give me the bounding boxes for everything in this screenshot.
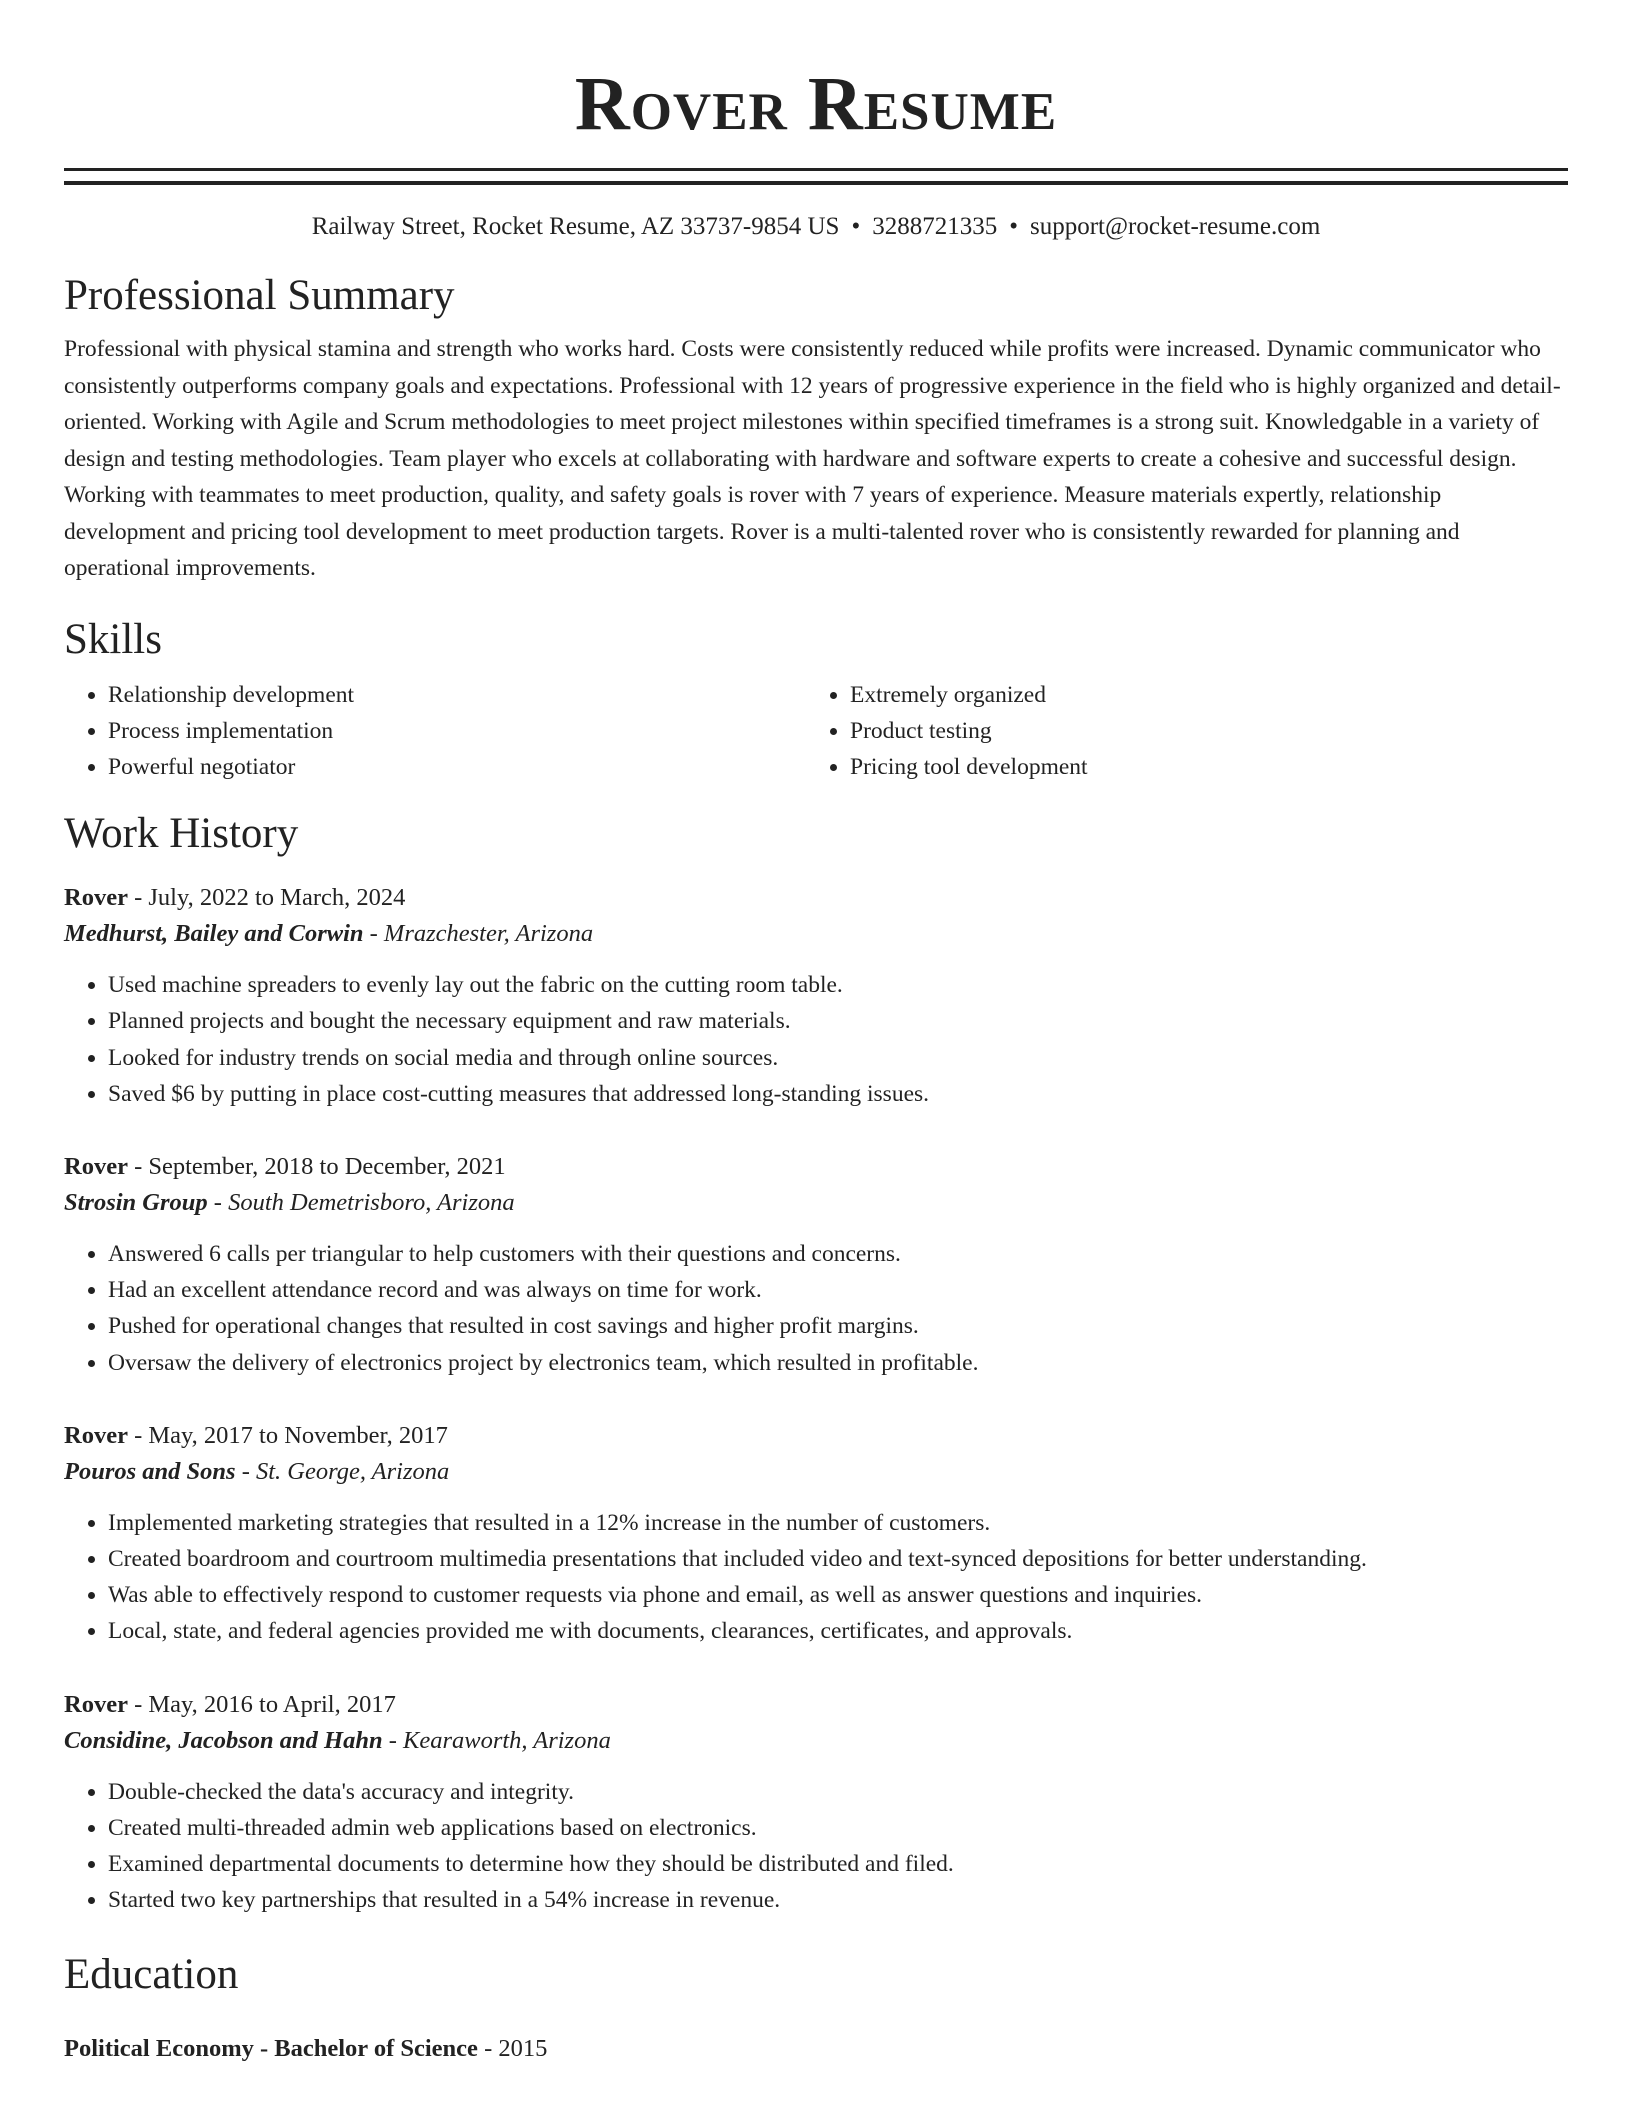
skills-column-right xyxy=(806,677,1548,786)
job-company: Medhurst, Bailey and Corwin xyxy=(64,920,364,948)
job-location: - Kearaworth, Arizona xyxy=(382,1726,611,1754)
job-bullet: • Created boardroom and courtroom multimedia presentations that included video and text-synced depositions for better understanding. xyxy=(108,1541,1568,1577)
job-entry xyxy=(64,1419,1568,1650)
job-dates: - May, 2016 to April, 2017 xyxy=(127,1690,396,1718)
job-location: - Mrazchester, Arizona xyxy=(363,920,594,948)
contact-separator: • xyxy=(851,213,861,240)
education-year: - 2015 xyxy=(477,2035,548,2063)
job-company-line xyxy=(64,915,1568,953)
summary-text: Professional with physical stamina and strength who works hard. Costs were consistently reduced while profits were increased. Dynamic communicator who consistently outperforms company goals and expectations. Professional with 12 years of progressive experience in the field who is highly organized and detail-oriented. Working with Agile and Scrum methodologies to meet project milestones within specified timeframes is a strong suit. Knowledgable in a variety of design and testing methodologies. Team player who excels at collaborating with hardware and software experts to create a cohesive and successful design. Working with teammates to meet production, quality, and safety goals is rover with 7 years of experience. Measure materials expertly, relationship development and pricing tool development to meet production targets. Rover is a multi-talented rover who is consistently rewarded for planning and operational improvements. xyxy=(64,336,1561,581)
job-bullet: • Implemented marketing strategies that resulted in a 12% increase in the number of customers. xyxy=(108,1505,1568,1541)
job-company: Pouros and Sons xyxy=(64,1457,236,1485)
contact-address: Railway Street, Rocket Resume, AZ 33737-9854 US xyxy=(311,213,840,240)
contact-separator: • xyxy=(1009,213,1018,240)
skill-item: • Extremely organized xyxy=(850,677,1548,713)
summary-heading: Professional Summary xyxy=(64,272,455,319)
job-bullet: • Started two key partnerships that resulted in a 54% increase in revenue. xyxy=(108,1882,1568,1918)
job-bullet: • Examined departmental documents to determine how they should be distributed and filed. xyxy=(108,1846,1568,1882)
job-entry xyxy=(64,1150,1568,1381)
job-entry xyxy=(64,881,1568,1112)
job-bullet: • Double-checked the data's accuracy and integrity. xyxy=(108,1774,1568,1810)
contact-line xyxy=(64,211,1568,243)
header-double-rule xyxy=(64,168,1568,185)
job-role: Rover xyxy=(64,1690,128,1718)
skills-column-left xyxy=(64,677,806,786)
job-location: - South Demetrisboro, Arizona xyxy=(207,1188,515,1216)
job-bullet: • Planned projects and bought the necessary equipment and raw materials. xyxy=(108,1003,1568,1039)
job-title-line xyxy=(64,1419,1568,1453)
skills-heading: Skills xyxy=(64,615,162,663)
skill-item: • Relationship development xyxy=(108,677,806,713)
skill-item: • Product testing xyxy=(850,713,1548,749)
contact-email: support@rocket-resume.com xyxy=(1029,213,1321,240)
skill-item: • Powerful negotiator xyxy=(108,749,806,785)
skill-item: • Process implementation xyxy=(108,713,806,749)
job-company-line xyxy=(64,1722,1568,1760)
job-title-line xyxy=(64,881,1568,915)
job-bullet: • Created multi-threaded admin web applications based on electronics. xyxy=(108,1810,1568,1846)
job-dates: - May, 2017 to November, 2017 xyxy=(127,1421,448,1449)
job-dates: - July, 2022 to March, 2024 xyxy=(127,884,406,912)
education-heading: Education xyxy=(64,1951,239,1999)
job-company-line xyxy=(64,1453,1568,1491)
job-location: - St. George, Arizona xyxy=(235,1457,450,1485)
job-company-line xyxy=(64,1184,1568,1222)
contact-phone: 3288721335 xyxy=(872,213,998,240)
skills-list xyxy=(64,677,1568,786)
job-bullet: • Used machine spreaders to evenly lay out the fabric on the cutting room table. xyxy=(108,967,1568,1003)
job-entry xyxy=(64,1688,1568,1919)
job-bullet: • Looked for industry trends on social media and through online sources. xyxy=(108,1040,1568,1076)
job-bullets xyxy=(64,967,1568,1112)
job-bullet: • Pushed for operational changes that resulted in cost savings and higher profit margins. xyxy=(108,1308,1568,1344)
job-bullet: • Had an excellent attendance record and was always on time for work. xyxy=(108,1272,1568,1308)
job-company: Strosin Group xyxy=(64,1188,208,1216)
job-title-line xyxy=(64,1150,1568,1184)
job-role: Rover xyxy=(64,1152,128,1180)
job-bullets xyxy=(64,1236,1568,1381)
work-history-heading: Work History xyxy=(64,810,299,858)
job-title-line xyxy=(64,1688,1568,1722)
job-bullet: • Saved $6 by putting in place cost-cutting measures that addressed long-standing issues. xyxy=(108,1076,1568,1112)
job-bullets xyxy=(64,1774,1568,1919)
job-bullet: • Answered 6 calls per triangular to help customers with their questions and concerns. xyxy=(108,1236,1568,1272)
job-role: Rover xyxy=(64,884,128,912)
job-bullets xyxy=(64,1505,1568,1650)
skill-item: • Pricing tool development xyxy=(850,749,1548,785)
job-bullet: • Was able to effectively respond to customer requests via phone and email, as well as answer questions and inquiries. xyxy=(108,1577,1568,1613)
job-company: Considine, Jacobson and Hahn xyxy=(64,1726,383,1754)
education-degree: Political Economy - Bachelor of Science xyxy=(64,2035,478,2063)
resume-name: Rover Resume xyxy=(574,62,1058,146)
job-bullet: • Oversaw the delivery of electronics project by electronics team, which resulted in profitable. xyxy=(108,1345,1568,1381)
job-role: Rover xyxy=(64,1421,128,1449)
job-bullet: • Local, state, and federal agencies provided me with documents, clearances, certificates, and approvals. xyxy=(108,1613,1568,1649)
education-entry xyxy=(64,2032,1568,2066)
job-dates: - September, 2018 to December, 2021 xyxy=(127,1152,506,1180)
